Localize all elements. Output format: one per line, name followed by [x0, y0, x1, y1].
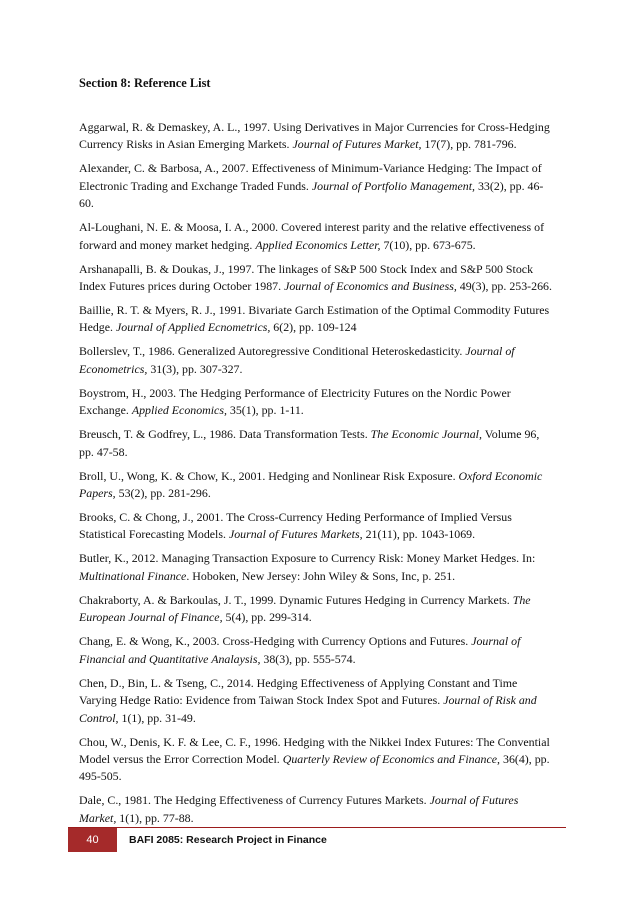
reference-details: Volume 96, pp. 47-58.	[79, 427, 540, 459]
reference-entry	[79, 261, 554, 296]
reference-source: Journal of Applied Ecnometrics,	[115, 320, 271, 335]
reference-details: 31(3), pp. 307-327.	[147, 361, 243, 376]
reference-source: Applied Economics Letter,	[255, 237, 381, 252]
reference-entry	[79, 119, 554, 154]
reference-entry	[79, 592, 554, 627]
reference-text: Chang, E. & Wong, K., 2003. Cross-Hedging with Currency Options and Futures.	[79, 634, 472, 649]
reference-source: Journal of Economics and Business,	[284, 279, 457, 294]
reference-entry	[79, 675, 554, 727]
reference-details: 49(3), pp. 253-266.	[456, 279, 552, 294]
reference-details: 21(11), pp. 1043-1069.	[362, 527, 476, 542]
reference-details: 33(2), pp. 46-60.	[79, 178, 544, 211]
reference-text: Boystrom, H., 2003. The Hedging Performance of Electricity Futures on the Nordic Power Exchange.	[79, 385, 511, 418]
reference-entry	[79, 219, 554, 254]
reference-details: 53(2), pp. 281-296.	[115, 486, 211, 501]
reference-text: Dale, C., 1981. The Hedging Effectiveness of Currency Futures Markets.	[79, 793, 430, 808]
reference-source: Journal of Risk and Control,	[79, 693, 537, 725]
reference-source: The Economic Journal,	[370, 427, 482, 442]
reference-entry	[79, 343, 554, 378]
reference-details: 7(10), pp. 673-675.	[380, 237, 476, 252]
page-number: 40	[68, 828, 117, 852]
reference-text: Brooks, C. & Chong, J., 2001. The Cross-Currency Heding Performance of Implied Versus Statistical Forecasting Models.	[79, 510, 512, 542]
reference-details: . Hoboken, New Jersey: John Wiley & Sons, Inc, p. 251.	[186, 568, 456, 583]
reference-source: Journal of Portfolio Management,	[311, 178, 475, 193]
reference-source: Oxford Economic Papers,	[79, 468, 543, 501]
reference-source: Journal of Futures Market,	[292, 137, 422, 152]
reference-details: 1(1), pp. 77-88.	[116, 810, 194, 825]
reference-source: Multinational Finance	[79, 568, 187, 583]
reference-text: Broll, U., Wong, K. & Chow, K., 2001. Hedging and Nonlinear Risk Exposure.	[79, 468, 459, 483]
reference-text: Alexander, C. & Barbosa, A., 2007. Effectiveness of Minimum-Variance Hedging: The Impact of Electronic Trading and Exchange Traded Funds.	[79, 161, 542, 193]
reference-text: Arshanapalli, B. & Doukas, J., 1997. The linkages of S&P 500 Stock Index and S&P 500 Stock Index Futures prices during October 1987.	[79, 261, 534, 294]
reference-list	[79, 119, 554, 834]
reference-entry	[79, 385, 554, 420]
reference-text: Breusch, T. & Godfrey, L., 1986. Data Transformation Tests.	[79, 427, 371, 442]
footer-title: BAFI 2085: Research Project in Finance	[129, 834, 327, 846]
reference-entry	[79, 509, 554, 544]
reference-text: Butler, K., 2012. Managing Transaction Exposure to Currency Risk: Money Market Hedges. In:	[79, 551, 536, 566]
reference-entry	[79, 160, 554, 212]
reference-details: 36(4), pp. 495-505.	[79, 751, 550, 784]
reference-entry	[79, 468, 554, 503]
reference-text: Bollerslev, T., 1986. Generalized Autoregressive Conditional Heteroskedasticity.	[79, 344, 466, 359]
reference-details: 38(3), pp. 555-574.	[260, 651, 356, 666]
reference-details: 1(1), pp. 31-49.	[118, 710, 196, 725]
reference-entry	[79, 550, 554, 585]
reference-details: 17(7), pp. 781-796.	[421, 137, 517, 152]
reference-text: Al-Loughani, N. E. & Moosa, I. A., 2000. Covered interest parity and the relative effectiveness of forward and money market hedging.	[79, 220, 545, 252]
reference-entry	[79, 302, 554, 337]
reference-source: Applied Economics,	[131, 403, 227, 418]
reference-text: Chen, D., Bin, L. & Tseng, C., 2014. Hedging Effectiveness of Applying Constant and Time Varying Hedge Ratio: Evidence from Taiwan Stock Index Spot and Futures.	[79, 675, 518, 708]
reference-source: Quarterly Review of Economics and Finance,	[282, 751, 501, 766]
reference-details: 35(1), pp. 1-11.	[226, 403, 304, 418]
reference-details: 5(4), pp. 299-314.	[222, 610, 312, 625]
reference-source: Journal of Futures Market,	[79, 793, 519, 825]
reference-text: Chou, W., Denis, K. F. & Lee, C. F., 1996. Hedging with the Nikkei Index Futures: The Convential Model versus the Error Correction Model.	[79, 734, 550, 766]
reference-entry	[79, 734, 554, 786]
reference-source: The European Journal of Finance,	[79, 592, 531, 625]
section-title: Section 8: Reference List	[79, 76, 211, 90]
reference-source: Journal of Financial and Quantitative Analaysis,	[79, 634, 521, 666]
reference-details: 6(2), pp. 109-124	[270, 320, 357, 335]
reference-text: Chakraborty, A. & Barkoulas, J. T., 1999. Dynamic Futures Hedging in Currency Markets.	[79, 592, 513, 607]
reference-source: Journal of Futures Markets,	[228, 527, 363, 542]
reference-source: Journal of Econometrics,	[79, 344, 515, 376]
reference-entry	[79, 426, 554, 461]
reference-entry	[79, 792, 554, 827]
reference-text: Baillie, R. T. & Myers, R. J., 1991. Bivariate Garch Estimation of the Optimal Commodity Futures Hedge.	[79, 303, 550, 335]
reference-entry	[79, 633, 554, 668]
reference-text: Aggarwal, R. & Demaskey, A. L., 1997. Using Derivatives in Major Currencies for Cross-Hedging Currency Risks in Asian Emerging Markets.	[79, 120, 550, 152]
